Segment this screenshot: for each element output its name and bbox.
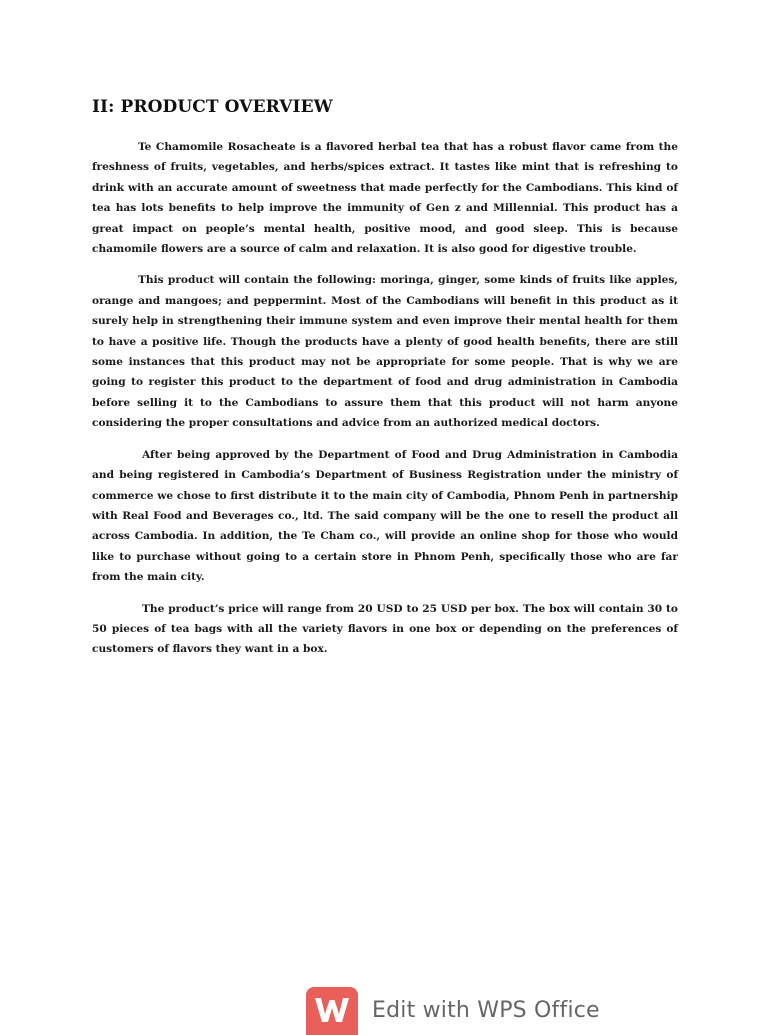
document-body <box>92 137 678 671</box>
edit-with-wps-banner[interactable] <box>306 984 600 1024</box>
edit-with-wps-label[interactable]: Edit with WPS Office <box>372 997 600 1023</box>
paragraph-ingredients: This product will contain the following: moringa, ginger, some kinds of fruits like apples, orange and mangoes; and peppermint. Most of the Cambodians will benefit in this product as it surely help in strengthening their immune system and even improve their mental health for them to have a positive life. Though the products have a plenty of good health benefits, there are still some instances that this product may not be appropriate for some people. That is why we are going to register this product to the department of food and drug administration in Cambodia before selling it to the Cambodians to assure them that this product will not harm anyone considering the proper consultations and advice from an authorized medical doctors. <box>92 274 678 430</box>
wps-office-logo-icon <box>306 987 358 1035</box>
paragraph-distribution: After being approved by the Department of Food and Drug Administration in Cambodia and being registered in Cambodia’s Department of Business Registration under the ministry of commerce we chose to first distribute it to the main city of Cambodia, Phnom Penh in partnership with Real Food and Beverages co., ltd. The said company will be the one to resell the product all across Cambodia. In addition, the Te Cham co., will provide an online shop for those who would like to purchase without going to a certain store in Phnom Penh, specifically those who are far from the main city. <box>92 448 678 584</box>
paragraph-pricing: The product’s price will range from 20 USD to 25 USD per box. The box will contain 30 to 50 pieces of tea bags with all the variety flavors in one box or depending on the preferences of customers of flavors they want in a box. <box>92 602 678 656</box>
paragraph-product-description: Te Chamomile Rosacheate is a flavored herbal tea that has a robust flavor came from the freshness of fruits, vegetables, and herbs/spices extract. It tastes like mint that is refreshing to drink with an accurate amount of sweetness that made perfectly for the Cambodians. This kind of tea has lots benefits to help improve the immunity of Gen z and Millennial. This product has a great impact on people’s mental health, positive mood, and good sleep. This is because chamomile flowers are a source of calm and relaxation. It is also good for digestive trouble. <box>92 141 678 256</box>
section-heading: II: PRODUCT OVERVIEW <box>92 97 333 117</box>
